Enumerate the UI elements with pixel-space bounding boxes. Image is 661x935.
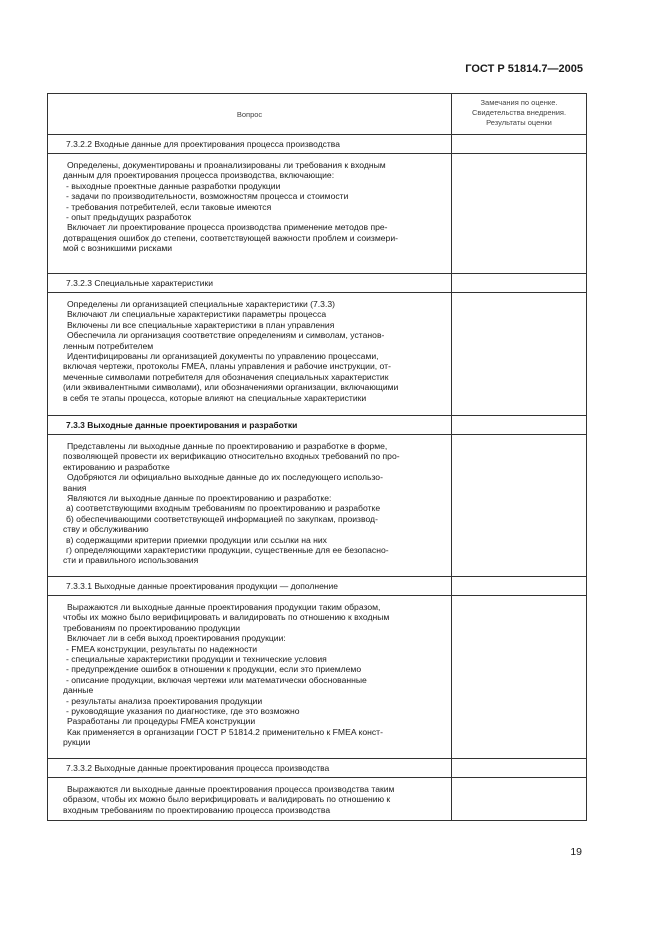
- content-line: Разработаны ли процедуры FMEA конструкции: [67, 716, 256, 727]
- section-content-row: [48, 293, 587, 416]
- content-line: Включает ли в себя выход проектирования продукции:: [67, 633, 286, 644]
- notes-cell: [452, 759, 587, 778]
- content-line: - руководящие указания по диагностике, где это возможно: [66, 706, 300, 717]
- notes-cell: [452, 596, 587, 759]
- content-line: Определены ли организацией специальные характеристики (7.3.3): [67, 299, 335, 309]
- content-line: дотвращения ошибок до степени, соответствующей важности проблем и соизмери-: [63, 232, 398, 243]
- content-line: б) обеспечивающими соответствующей информацией по закупкам, производ-: [66, 513, 378, 524]
- notes-header-line: Результаты оценки: [486, 118, 552, 127]
- content-line: в себя те этапы процесса, которые влияют на специальные характеристики: [63, 392, 367, 403]
- section-content: [48, 778, 452, 821]
- content-line: - задачи по производительности, возможностям процесса и стоимости: [66, 191, 349, 202]
- section-content-row: [48, 596, 587, 759]
- content-line: требованиям по проектированию продукции: [63, 622, 241, 633]
- content-line: Включает ли проектирование процесса производства применение методов пре-: [67, 222, 388, 233]
- content-line: Включены ли все специальные характеристики в план управления: [67, 319, 335, 330]
- content-line: - предупреждение ошибок в отношении к продукции, если это приемлемо: [66, 664, 362, 675]
- content-line: ектированию и разработке: [63, 461, 170, 472]
- section-title: 7.3.3.1 Выходные данные проектирования продукции — дополнение: [48, 577, 452, 596]
- table-header-row: [48, 94, 587, 135]
- content-line: Как применяется в организации ГОСТ Р 51814.2 применительно к FMEA конст-: [67, 726, 383, 737]
- section-content-row: [48, 435, 587, 577]
- content-line: ленным потребителем: [63, 340, 154, 351]
- content-line: - требования потребителей, если таковые имеются: [66, 201, 272, 212]
- content-line: - результаты анализа проектирования продукции: [66, 695, 263, 706]
- section-content: [48, 293, 452, 416]
- section-title: 7.3.3 Выходные данные проектирования и разработки: [48, 416, 452, 435]
- section-content: [48, 435, 452, 577]
- content-line: данные: [63, 685, 94, 696]
- content-line: меченные символами потребителя для обозначения специальных характеристик: [63, 371, 389, 382]
- section-title-row: [48, 577, 587, 596]
- notes-cell: [452, 274, 587, 293]
- notes-header-line: Свидетельства внедрения.: [471, 108, 567, 117]
- content-line: образом, чтобы их можно было верифицировать и валидировать по отношению к: [63, 794, 391, 805]
- content-line: Определены, документированы и проанализированы ли требования к входным: [67, 160, 386, 170]
- content-line: (или эквивалентными символами), или обозначениями организации, включающими: [63, 382, 399, 393]
- content-line: ству и обслуживанию: [63, 524, 149, 535]
- content-line: входным требованиям по проектированию процесса производства: [63, 804, 331, 815]
- column-header-question: Вопрос: [48, 94, 452, 135]
- notes-cell: [452, 577, 587, 596]
- page-number: 19: [570, 846, 582, 858]
- section-title-row: [48, 135, 587, 154]
- notes-cell: [452, 154, 587, 274]
- content-line: - FMEA конструкции, результаты по надежности: [66, 643, 258, 654]
- notes-cell: [452, 135, 587, 154]
- section-content: [48, 154, 452, 274]
- content-line: Обеспечила ли организация соответствие определениям и символам, установ-: [67, 330, 385, 341]
- content-line: Включают ли специальные характеристики параметры процесса: [67, 309, 327, 320]
- section-content-row: [48, 778, 587, 821]
- section-title: 7.3.2.3 Специальные характеристики: [48, 274, 452, 293]
- content-line: чтобы их можно было верифицировать и валидировать по отношению к входным: [63, 612, 390, 623]
- content-line: сти и правильного использования: [63, 555, 199, 566]
- notes-cell: [452, 416, 587, 435]
- content-line: включая чертежи, протоколы FMEA, планы управления и рабочие инструкции, от-: [63, 361, 391, 372]
- content-line: - специальные характеристики продукции и технические условия: [66, 654, 327, 665]
- content-line: г) определяющими характеристики продукции, существенные для ее безопасно-: [66, 545, 389, 556]
- column-header-notes: [452, 94, 587, 135]
- content-line: Представлены ли выходные данные по проектированию и разработке в форме,: [67, 441, 388, 451]
- section-content-row: [48, 154, 587, 274]
- content-line: мой с возникшими рисками: [63, 243, 173, 254]
- section-title: 7.3.2.2 Входные данные для проектирования процесса производства: [48, 135, 452, 154]
- notes-cell: [452, 435, 587, 577]
- notes-header-line: Замечания по оценке.: [480, 98, 558, 107]
- content-line: вания: [63, 482, 87, 493]
- section-title-row: [48, 759, 587, 778]
- section-content: [48, 596, 452, 759]
- content-line: Одобряются ли официально выходные данные до их последующего использо-: [67, 472, 383, 483]
- content-line: а) соответствующими входным требованиям по проектированию и разработке: [66, 503, 381, 514]
- section-title-row: [48, 416, 587, 435]
- content-line: Выражаются ли выходные данные проектирования продукции таким образом,: [67, 602, 381, 612]
- document-code: ГОСТ Р 51814.7—2005: [465, 63, 583, 75]
- content-line: - опыт предыдущих разработок: [66, 212, 192, 223]
- content-line: - описание продукции, включая чертежи или математически обоснованные: [66, 674, 367, 685]
- content-line: рукции: [63, 737, 91, 748]
- content-line: Являются ли выходные данные по проектированию и разработке:: [67, 493, 332, 504]
- section-title-row: [48, 274, 587, 293]
- content-line: позволяющей провести их верификацию относительно входных требований по про-: [63, 451, 400, 462]
- assessment-table: [47, 93, 587, 821]
- content-line: - выходные проектные данные разработки продукции: [66, 180, 281, 191]
- content-line: в) содержащими критерии приемки продукции или ссылки на них: [66, 534, 327, 545]
- content-line: Идентифицированы ли организацией документы по управлению процессами,: [67, 351, 379, 362]
- section-title: 7.3.3.2 Выходные данные проектирования процесса производства: [48, 759, 452, 778]
- content-line: Выражаются ли выходные данные проектирования процесса производства таким: [67, 784, 395, 794]
- notes-cell: [452, 778, 587, 821]
- notes-cell: [452, 293, 587, 416]
- content-line: данным для проектирования процесса производства, включающие:: [63, 170, 335, 181]
